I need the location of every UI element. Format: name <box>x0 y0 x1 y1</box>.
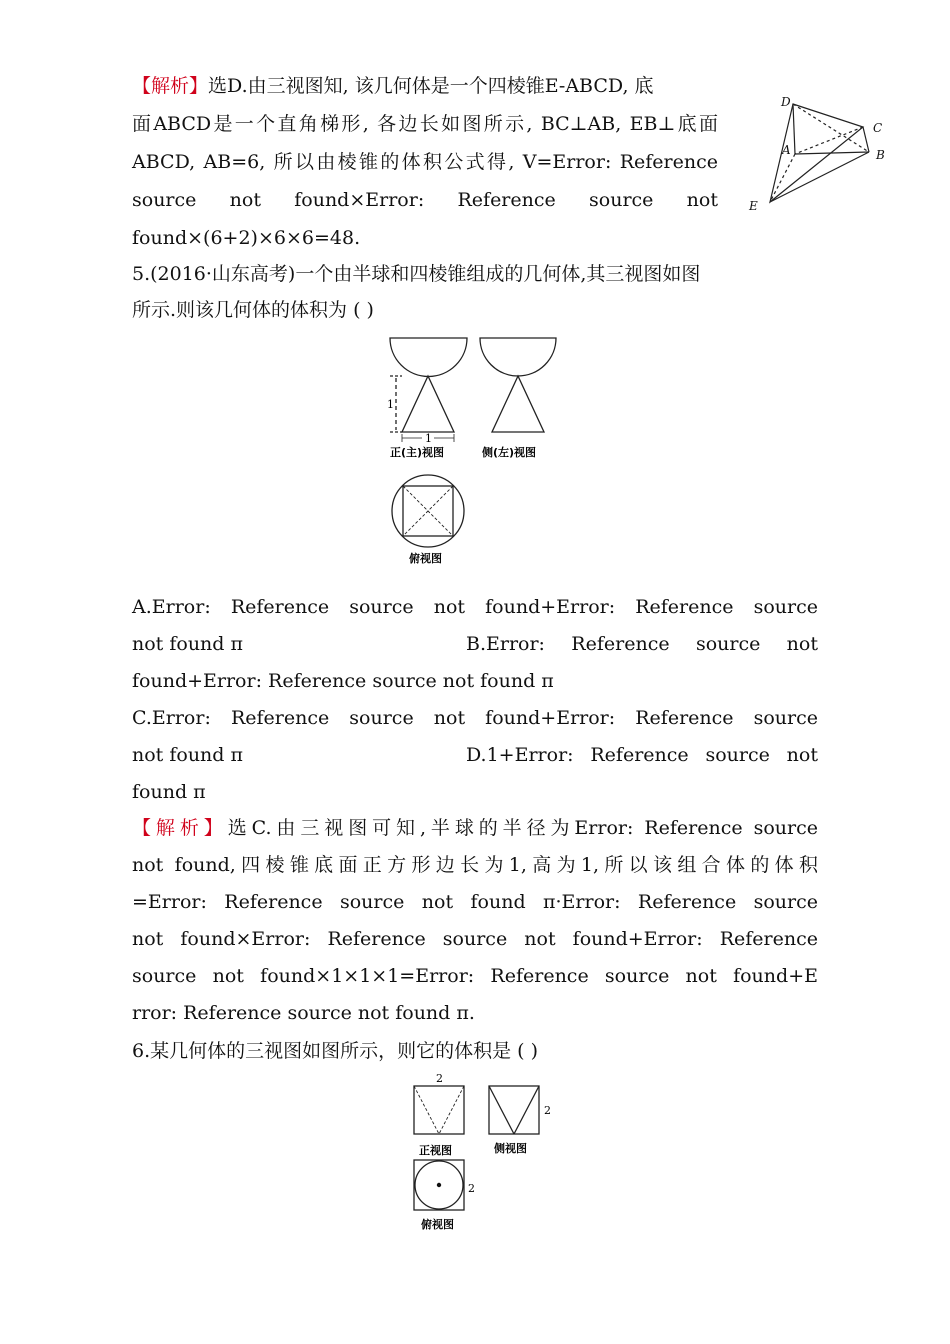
q5-solution-line-6: rror: Reference source not found π. <box>132 1002 475 1024</box>
option-a-line-1: A.Error: Reference source not found+Error: Reference source <box>132 596 818 618</box>
top-view-caption: 俯视图 <box>409 552 442 565</box>
q6-stem: 6.某几何体的三视图如图所示，则它的体积是 ( ) <box>132 1040 539 1062</box>
label-e: E <box>749 199 758 213</box>
q5-solution-line-5: source not found×1×1×1=Error: Reference source not found+E <box>132 965 818 987</box>
q5-solution-line-2: not found,四棱锥底面正方形边长为1,高为1,所以该组合体的体积 <box>132 854 818 876</box>
top-size-dim: 2 <box>468 1182 475 1195</box>
pyramid-figure <box>745 90 895 220</box>
front-base-dim: 1 <box>425 432 432 445</box>
option-d-line-2: found π <box>132 781 206 803</box>
option-b-line-2: found+Error: Reference source not found π <box>132 670 554 692</box>
center-dot <box>437 1183 441 1187</box>
option-d-line-1: D.1+Error: Reference source not <box>466 744 818 766</box>
q6-three-views-figure <box>405 1070 565 1235</box>
option-b-line-1: B.Error: Reference source not <box>466 633 818 655</box>
label-d: D <box>781 95 791 109</box>
q5-stem-line-2: 所示.则该几何体的体积为 ( ) <box>132 299 374 321</box>
q4-solution-line-1: 【解析】选D.由三视图知, 该几何体是一个四棱锥E-ABCD, 底 <box>132 75 654 97</box>
option-c-line-1: C.Error: Reference source not found+Error: Reference source <box>132 707 818 729</box>
side-view-caption: 侧视图 <box>494 1142 527 1155</box>
q5-stem-line-1: 5.(2016·山东高考)一个由半球和四棱锥组成的几何体,其三视图如图 <box>132 263 701 285</box>
label-b: B <box>876 148 885 162</box>
side-view-caption: 侧(左)视图 <box>482 446 537 459</box>
label-a: A <box>782 143 791 157</box>
front-view-caption: 正视图 <box>419 1144 452 1157</box>
option-a-line-2: not found π <box>132 633 243 655</box>
analysis-tag: 【解析】 <box>132 75 209 97</box>
q4-solution-line-2: 面ABCD是一个直角梯形, 各边长如图所示, BC⊥AB, EB⊥底面 <box>132 113 718 135</box>
side-height-dim: 2 <box>544 1104 551 1117</box>
front-width-dim: 2 <box>436 1072 443 1085</box>
q5-three-views-figure <box>370 330 580 575</box>
top-view-caption: 俯视图 <box>421 1218 454 1231</box>
q5-solution-line-1: 【解析】选C.由三视图可知,半球的半径为Error: Reference source <box>132 817 818 839</box>
analysis-tag: 【解析】 <box>132 817 228 839</box>
label-c: C <box>873 121 883 135</box>
option-c-line-2: not found π <box>132 744 243 766</box>
front-view-caption: 正(主)视图 <box>390 446 445 459</box>
front-height-dim: 1 <box>387 398 394 411</box>
q4-solution-line-3: ABCD, AB=6, 所以由棱锥的体积公式得, V=Error: Reference <box>132 151 718 173</box>
q5-solution-line-3: =Error: Reference source not found π·Error: Reference source <box>132 891 818 913</box>
q4-solution-line-4: source not found×Error: Reference source not <box>132 189 718 211</box>
q4-solution-line-5: found×(6+2)×6×6=48. <box>132 227 361 249</box>
q5-solution-line-4: not found×Error: Reference source not found+Error: Reference <box>132 928 818 950</box>
